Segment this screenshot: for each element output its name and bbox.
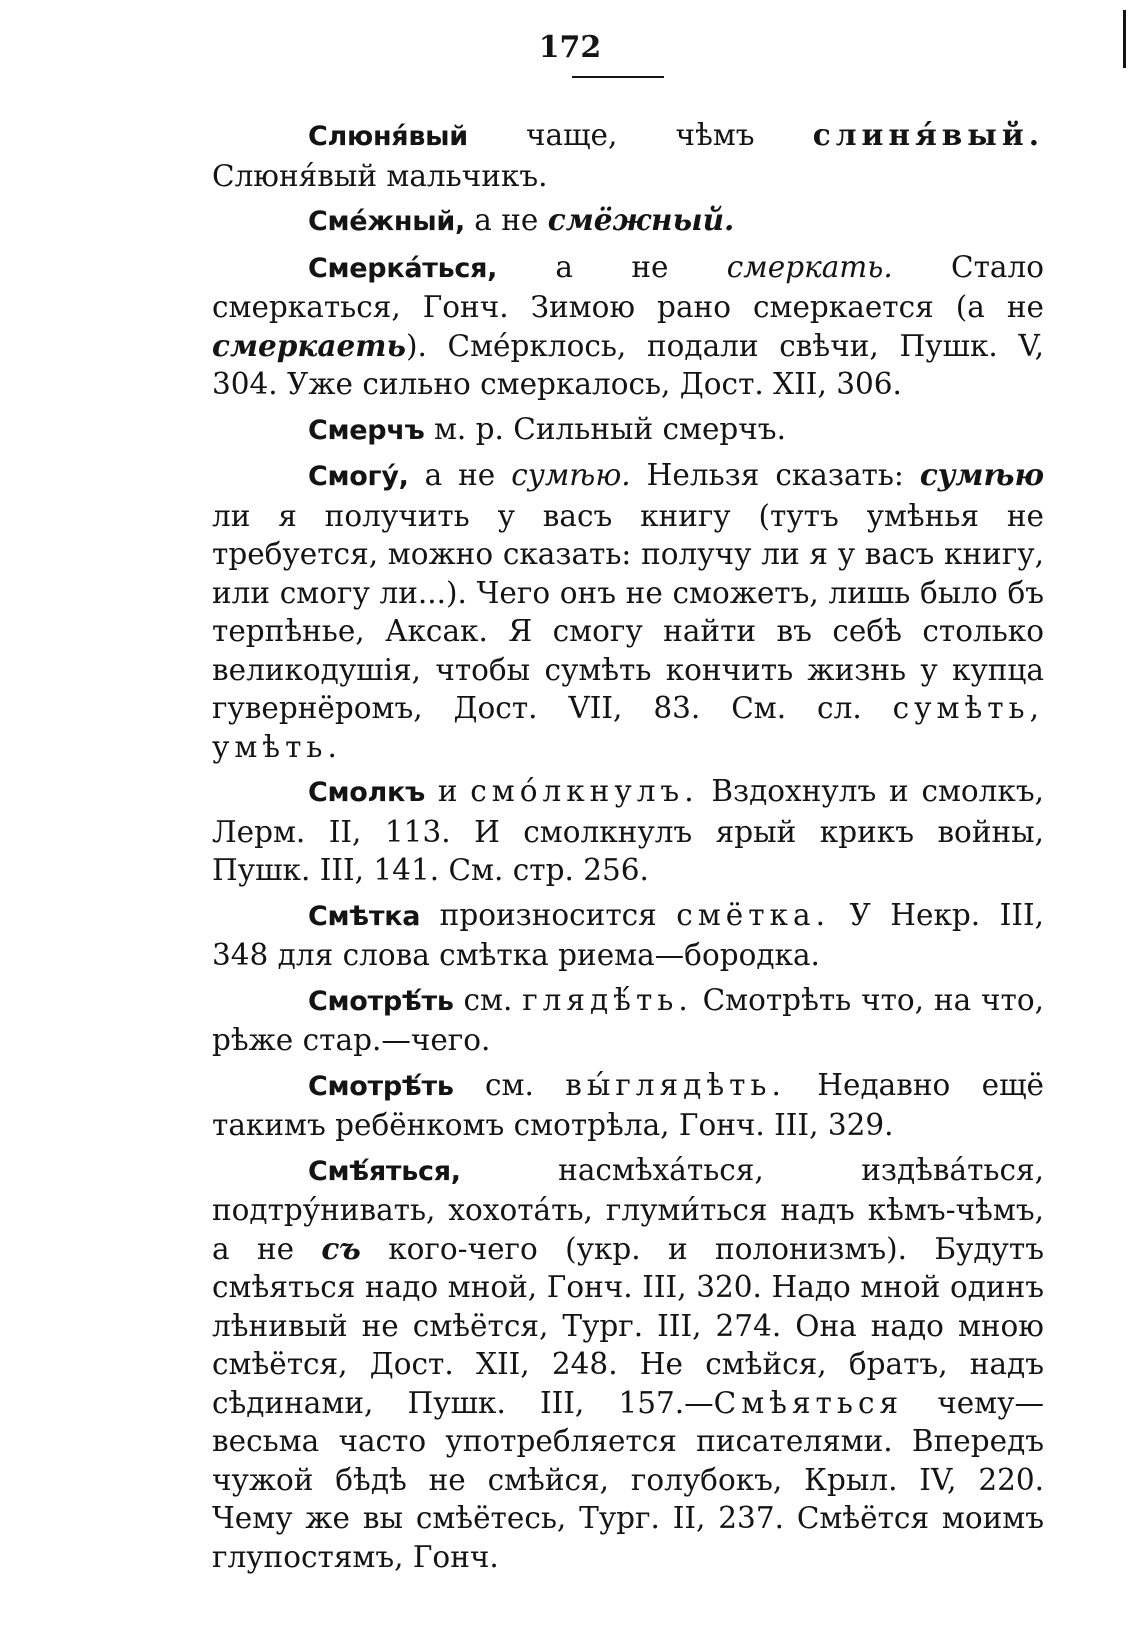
entry-text: насмѣха́ться, издѣва́ться, подтру́нивать, хохота́ть, глуми́ться надъ кѣмъ-чѣмъ, а не xyxy=(212,1152,1044,1266)
entry-text: Вздохнулъ и смолкъ, Лерм. II, 113. И смолкнулъ ярый крикъ войны, Пушк. III, 141. См. стр. 256. xyxy=(212,774,1044,887)
headword: Смѣтка xyxy=(308,900,421,932)
entry-text: У Некр. III, 348 для слова смѣтка риема—бородка. xyxy=(212,897,1045,972)
spaced-word: слиня́вый. xyxy=(812,117,1044,152)
headword: Слюня́вый xyxy=(308,121,468,152)
entry-text: а не xyxy=(408,458,512,492)
entry-text: Стало смеркаться, Гонч. Зимою рано смеркается (а не xyxy=(212,249,1045,324)
entry-smotret-2 xyxy=(212,1066,1044,1145)
entry-text: а не xyxy=(497,249,727,284)
entry-text: м. р. Сильный смерчъ. xyxy=(424,411,786,446)
incorrect-form: сумѣю xyxy=(919,457,1044,492)
entry-text: чаще, чѣмъ xyxy=(467,118,813,152)
entry-smeyatsya xyxy=(212,1151,1044,1577)
spaced-word: вы́глядѣть. xyxy=(565,1067,786,1102)
spaced-word: смётка. xyxy=(676,897,830,932)
page-number-underline xyxy=(572,76,664,78)
entry-text: Слюня́вый мальчикъ. xyxy=(212,158,548,193)
entry-text: и xyxy=(425,774,471,808)
headword: Смотрѣ́ть xyxy=(308,1070,454,1102)
incorrect-form: съ xyxy=(321,1230,361,1266)
entry-smotret-1 xyxy=(212,981,1044,1060)
entry-smerkatsya xyxy=(212,248,1044,404)
entry-slyunyavy xyxy=(212,116,1044,195)
entry-smogu xyxy=(212,456,1044,766)
entry-text: Недавно ещё такимъ ребёнкомъ смотрѣла, Гонч. III, 329. xyxy=(212,1067,1044,1142)
entry-text: ли я получить у васъ книгу (тутъ умѣнья не требуется, можно сказать: получу ли я у васъ книгу, или смогу ли...). Чего онъ не сможетъ, лишь было бъ терпѣнье, Аксак. Я смогу найти въ себѣ столько великодушія, чтобы сумѣть кончить жизнь у купца гувернёромъ, Дост. VII, 83. См. сл. xyxy=(212,498,1044,725)
incorrect-form: смеркаеть xyxy=(212,327,406,363)
incorrect-form: сумѣю. xyxy=(511,458,631,492)
entry-smezhny xyxy=(212,201,1044,242)
entry-text: кого-чего (укр. и полонизмъ). Будутъ смѣяться надо мной, Гонч. III, 320. Надо мной одинъ лѣнивый не смѣётся, Тург. III, 274. Она надо мною смѣётся, Дост. XII, 248. Не смѣйся, братъ, надъ сѣдинами, Пушк. III, 157.— xyxy=(212,1231,1044,1420)
entry-text: см. xyxy=(453,1067,566,1102)
entry-text: чему—весьма часто употребляется писателями. Впередъ чужой бѣдѣ не смѣйся, голубокъ, Крыл. IV, 220. Чему же вы смѣётесь, Тург. II, 237. Смѣётся моимъ глупостямъ, Гонч. xyxy=(212,1385,1044,1574)
entry-text: а не xyxy=(464,203,548,237)
spaced-word: сумѣть, умѣть. xyxy=(212,691,1044,764)
spaced-word: Смѣяться xyxy=(713,1385,904,1420)
headword: Сме́жный, xyxy=(308,206,465,237)
spaced-word: глядѣ́ть. xyxy=(522,982,693,1017)
dictionary-text xyxy=(212,116,1044,1582)
spaced-word: смо́лкнулъ. xyxy=(470,774,699,808)
headword: Смерчъ xyxy=(308,414,425,446)
entry-smolk xyxy=(212,772,1044,890)
headword: Смотрѣ́ть xyxy=(308,985,454,1017)
incorrect-form: смеркать. xyxy=(726,249,893,284)
entry-smetka xyxy=(212,896,1044,975)
entry-smerch xyxy=(212,410,1044,451)
incorrect-form: смёжный. xyxy=(547,202,735,237)
headword: Смолкъ xyxy=(308,777,426,808)
entry-text: см. xyxy=(453,982,523,1017)
headword: Смѣ́яться, xyxy=(308,1155,461,1187)
page-number: 172 xyxy=(538,30,602,65)
entry-text: ). Сме́рклось, подали свѣчи, Пушк. V, 304. Уже сильно смеркалось, Дост. XII, 306. xyxy=(212,328,1044,401)
entry-text: Смотрѣть что, на что, рѣже стар.—чего. xyxy=(212,982,1044,1057)
entry-text: произносится xyxy=(420,897,677,932)
headword: Смерка́ться, xyxy=(308,252,498,284)
headword: Смогу́, xyxy=(308,461,409,492)
entry-text: Нельзя сказать: xyxy=(630,458,920,492)
